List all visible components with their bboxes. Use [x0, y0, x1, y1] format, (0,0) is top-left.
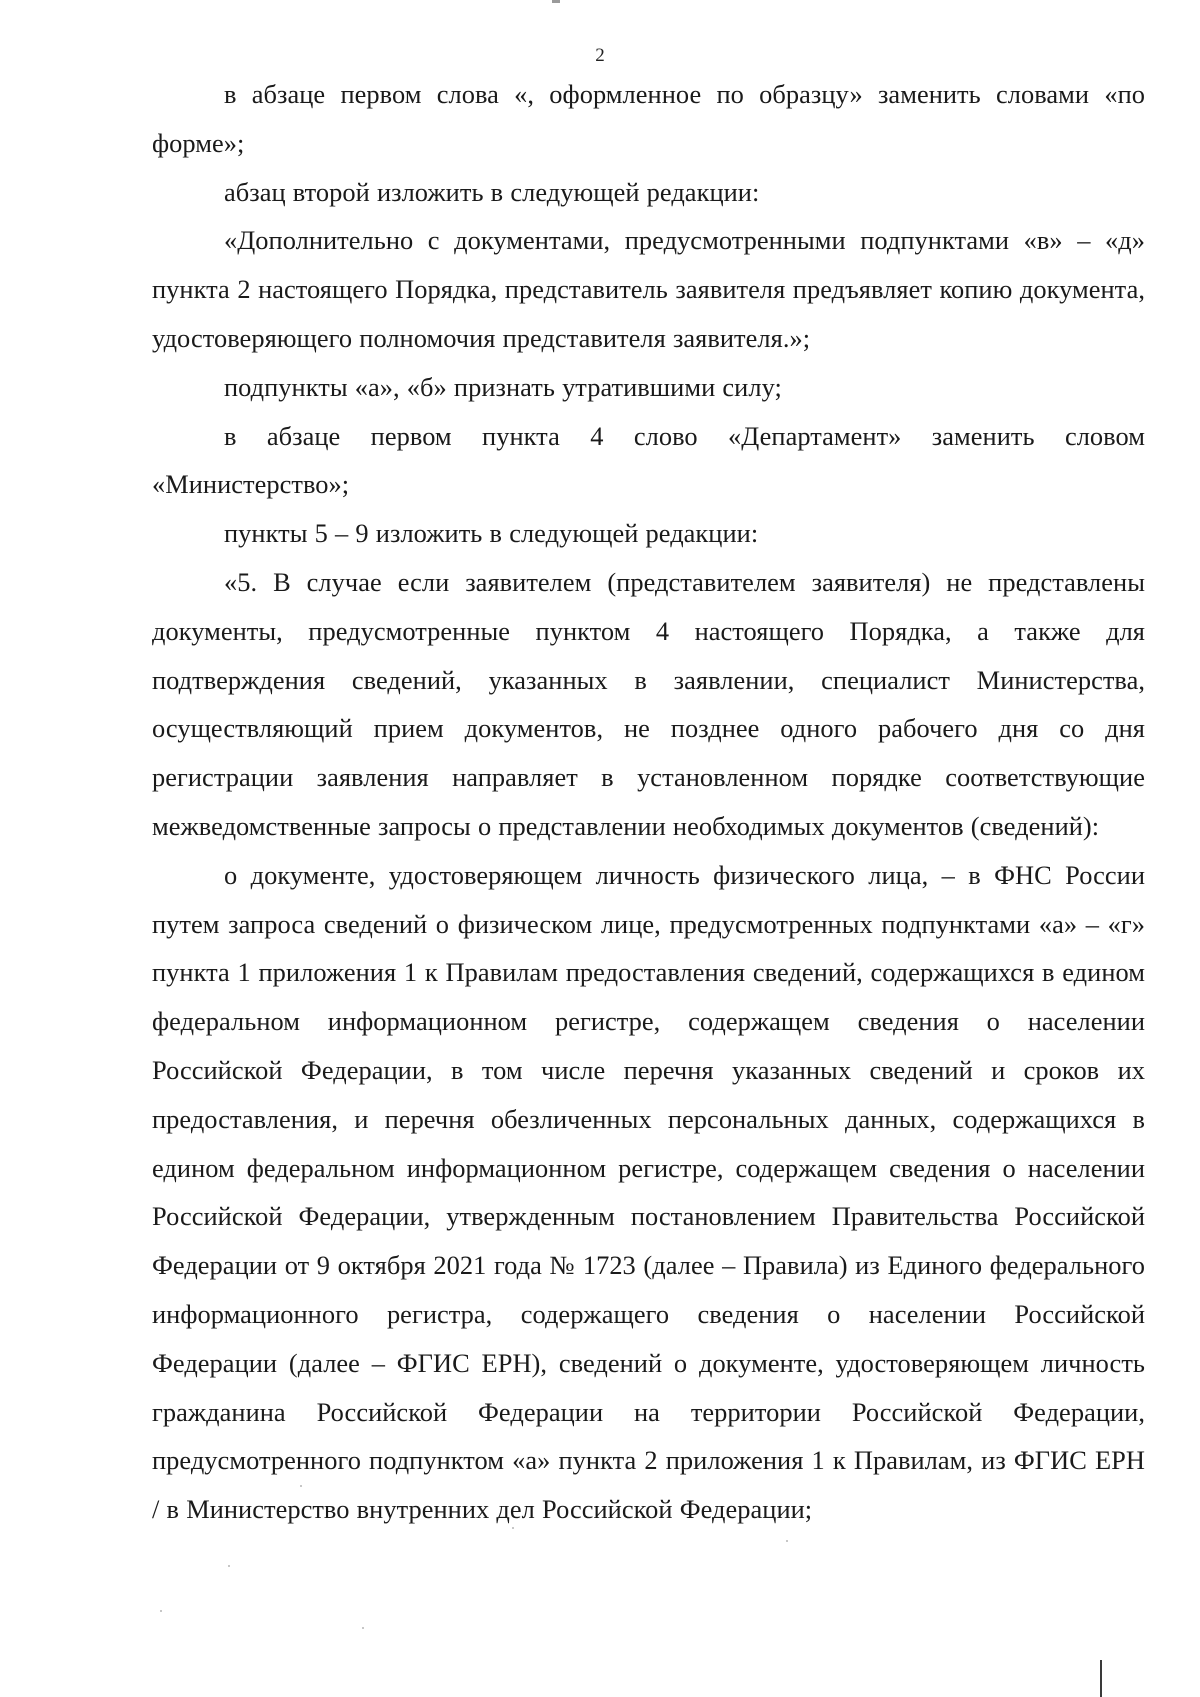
scan-artifact-bottom — [1100, 1660, 1102, 1697]
paragraph-additional-documents: «Дополнительно с документами, предусмотренными подпунктами «в» – «д» пункта 2 настоящего Порядка, представитель заявителя предъявляет копию документа, удостоверяющего полномочия представителя заявителя.»; — [152, 225, 1145, 353]
scan-speck — [300, 1485, 302, 1487]
paragraph-second-abzac: абзац второй изложить в следующей редакции: — [224, 176, 760, 207]
paragraph-amendment-words: в абзаце первом слова «, оформленное по образцу» заменить словами «по форме»; — [152, 79, 1145, 158]
scan-speck — [228, 1565, 230, 1567]
paragraph-point-5: «5. В случае если заявителем (представителем заявителя) не представлены документы, предусмотренные пунктом 4 настоящего Порядка, а также для подтверждения сведений, указанных в заявлении, специалист Министерства, осуществляющий прием документов, не позднее одного рабочего дня со дня регистрации заявления направляет в установленном порядке соответствующие межведомственные запросы о представлении необходимых документов (сведений): — [152, 566, 1145, 841]
scan-speck — [160, 1610, 162, 1612]
scan-speck — [786, 1540, 788, 1542]
scan-artifact-top — [552, 0, 560, 3]
scan-speck — [362, 1627, 364, 1629]
paragraph-points-5-9: пункты 5 – 9 изложить в следующей редакции: — [224, 518, 759, 549]
paragraph-point-4-rename: в абзаце первом пункта 4 слово «Департамент» заменить словом «Министерство»; — [152, 420, 1145, 500]
page-number: 2 — [595, 45, 605, 66]
scan-speck — [512, 1527, 514, 1529]
document-body — [152, 70, 1145, 1534]
paragraph-subpoints-void: подпункты «а», «б» признать утратившими силу; — [224, 371, 782, 402]
paragraph-identity-document: о документе, удостоверяющем личность физического лица, – в ФНС России путем запроса сведений о физическом лице, предусмотренных подпунктами «а» – «г» пункта 1 приложения 1 к Правилам предоставления сведений, содержащихся в едином федеральном информационном регистре, содержащем сведения о населении Российской Федерации, в том числе перечня указанных сведений и сроков их предоставления, и перечня обезличенных персональных данных, содержащихся в едином федеральном информационном регистре, содержащем сведения о населении Российской Федерации, утвержденным постановлением Правительства Российской Федерации от 9 октября 2021 года № 1723 (далее – Правила) из Единого федерального информационного регистра, содержащего сведения о населении Российской Федерации (далее – ФГИС ЕРН), сведений о документе, удостоверяющем личность гражданина Российской Федерации на территории Российской Федерации, предусмотренного подпунктом «а» пункта 2 приложения 1 к Правилам, из ФГИС ЕРН / в Министерство внутренних дел Российской Федерации; — [152, 859, 1145, 1525]
